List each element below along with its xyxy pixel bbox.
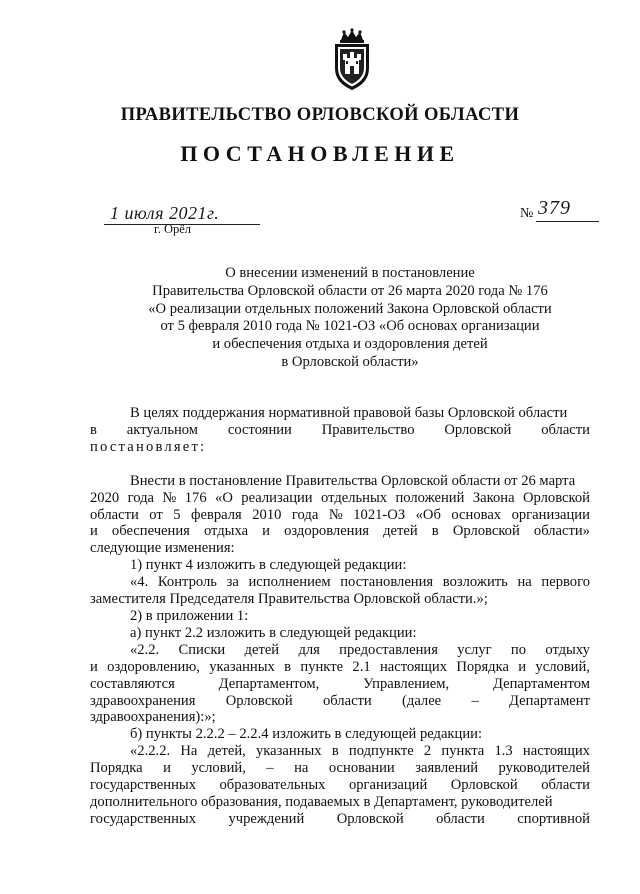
word: «О xyxy=(215,489,233,506)
word: 1021-ОЗ xyxy=(353,506,406,523)
government-title: ПРАВИТЕЛЬСТВО ОРЛОВСКОЙ ОБЛАСТИ xyxy=(120,105,520,125)
word: за xyxy=(226,574,239,591)
word: состоянии xyxy=(227,421,292,438)
quote-justified-line xyxy=(90,642,590,659)
handwritten-number: 379 xyxy=(538,197,571,219)
word: Управлением, xyxy=(363,675,450,692)
document-type: ПОСТАНОВЛЕНИЕ xyxy=(180,141,460,166)
heading-line: в Орловской области» xyxy=(281,353,419,370)
word: отдельных xyxy=(321,489,388,506)
word: образовательных xyxy=(219,777,326,794)
word: – xyxy=(471,692,479,709)
word: указанных xyxy=(209,658,275,675)
word: актуальном xyxy=(126,421,199,438)
quote-line: здравоохранения):»; xyxy=(90,709,216,726)
word: заявлений xyxy=(415,760,479,777)
word: Департаментом xyxy=(492,675,590,692)
word: оздоровления xyxy=(284,523,369,540)
word: основании xyxy=(328,760,395,777)
word: в xyxy=(284,658,292,675)
word: предоставления xyxy=(339,641,438,658)
word: Закона xyxy=(472,489,515,506)
word: пункта xyxy=(441,743,485,760)
word: настоящих xyxy=(522,743,590,760)
word: Списки xyxy=(178,641,226,658)
word: спортивной xyxy=(517,810,590,827)
heading-line: от 5 февраля 2010 года № 1021-ОЗ «Об основах организации xyxy=(160,318,540,335)
word: На xyxy=(180,743,198,760)
word: Орловской xyxy=(452,523,520,540)
word: Орловской xyxy=(225,692,293,709)
word: подпункте xyxy=(348,743,414,760)
word: государственных xyxy=(90,777,197,794)
paragraph-justified-line xyxy=(90,507,590,524)
word: в xyxy=(331,743,339,760)
word: от xyxy=(149,506,163,523)
word: № xyxy=(328,506,343,523)
word: положений xyxy=(395,489,465,506)
word: и xyxy=(163,760,171,777)
word: 1.3 xyxy=(494,743,513,760)
word: возложить xyxy=(442,574,508,591)
heading-line: Правительства Орловской области от 26 марта 2020 года № 176 xyxy=(152,282,548,299)
word: Контроль xyxy=(157,574,217,591)
quote-justified-line xyxy=(90,760,590,777)
word: в xyxy=(90,421,97,438)
handwritten-date: 1 июля 2021г. xyxy=(110,203,220,223)
word: отдыху xyxy=(545,641,590,658)
word: области» xyxy=(533,523,590,540)
word: области xyxy=(541,777,590,794)
word: настоящих xyxy=(379,658,447,675)
word: детей xyxy=(244,641,280,658)
heading-line: О внесении изменений в постановление xyxy=(225,265,475,281)
word: года xyxy=(291,506,319,523)
word: отдыха xyxy=(203,523,249,540)
word: Орловской xyxy=(450,777,518,794)
word: 2.1 xyxy=(352,658,371,675)
quote-justified-line xyxy=(90,574,590,591)
word: Орловской xyxy=(444,421,512,438)
paragraph-justified-line xyxy=(90,523,590,540)
quote-line: заместителя Председателя Правительства Орловской области.»; xyxy=(90,591,488,608)
word: по xyxy=(510,641,527,658)
word: составляются xyxy=(90,675,175,692)
word: «4. xyxy=(130,574,149,591)
word: Правительство xyxy=(321,421,415,438)
word: области xyxy=(322,692,372,709)
word: реализации xyxy=(241,489,313,506)
word: области xyxy=(90,506,139,523)
word: 5 xyxy=(173,506,181,523)
preamble-line: В целях поддержания нормативной правовой базы Орловской области xyxy=(130,405,568,421)
word: учреждений xyxy=(228,810,305,827)
word: детей, xyxy=(207,743,246,760)
word: Орловской xyxy=(336,810,404,827)
word: оздоровлению, xyxy=(107,658,200,675)
word: (далее xyxy=(402,692,442,709)
preamble-justified-line xyxy=(90,422,590,439)
word: «2.2.2. xyxy=(130,743,171,760)
word: детей xyxy=(383,523,418,540)
list-item: 1) пункт 4 изложить в следующей редакции: xyxy=(130,557,407,574)
word: Порядка xyxy=(90,760,143,777)
document-body xyxy=(90,405,590,828)
word: Орловской xyxy=(522,489,590,506)
word: на xyxy=(517,574,532,591)
word: и xyxy=(90,658,98,675)
word: 2 xyxy=(423,743,432,760)
word: – xyxy=(266,760,274,777)
word: основах xyxy=(451,506,502,523)
word: Порядка xyxy=(456,658,509,675)
word: пункте xyxy=(300,658,344,675)
word: исполнением xyxy=(248,574,331,591)
word: государственных xyxy=(90,810,197,827)
quote-justified-line xyxy=(90,743,590,760)
word: организации xyxy=(511,506,590,523)
quote-justified-line xyxy=(90,676,590,693)
word: года xyxy=(127,489,154,506)
word: 2010 xyxy=(252,506,282,523)
quote-justified-line xyxy=(90,777,590,794)
list-item: 2) в приложении 1: xyxy=(130,607,249,624)
heading-line: «О реализации отдельных положений Закона Орловской области xyxy=(148,300,552,317)
word: первого xyxy=(541,574,590,591)
word: и xyxy=(90,523,98,540)
word: 2020 xyxy=(90,489,120,506)
paragraph-justified-line xyxy=(90,490,590,507)
word: организаций xyxy=(348,777,428,794)
word: Департамент xyxy=(509,692,590,709)
paragraph-line: следующие изменения: xyxy=(90,540,235,557)
word: в xyxy=(431,523,439,540)
word: области xyxy=(541,421,590,438)
quote-justified-line xyxy=(90,811,590,828)
word: области xyxy=(436,810,485,827)
word: № xyxy=(162,489,177,506)
quote-justified-line xyxy=(90,659,590,676)
word: и xyxy=(518,658,527,675)
quote-line: дополнительного образования, подаваемых в Департамент, руководителей xyxy=(90,793,553,810)
word: «2.2. xyxy=(130,641,160,658)
word: условий, xyxy=(191,760,246,777)
word: руководителей xyxy=(498,760,590,777)
word: обеспечения xyxy=(111,523,190,540)
list-item: а) пункт 2.2 изложить в следующей редакции: xyxy=(130,624,417,641)
list-item: б) пункты 2.2.2 – 2.2.4 изложить в следующей редакции: xyxy=(130,726,483,743)
city-label: г. Орёл xyxy=(154,222,192,236)
number-underline xyxy=(536,221,599,222)
quote-justified-line xyxy=(90,693,590,710)
coat-of-arms-icon xyxy=(327,28,377,92)
word: 176 xyxy=(184,489,207,506)
word: февраля xyxy=(191,506,242,523)
decision-word: постановляет: xyxy=(90,438,207,455)
word: здравоохранения xyxy=(90,692,196,709)
word: Департаментом, xyxy=(218,675,320,692)
word: для xyxy=(298,641,320,658)
word: указанных xyxy=(256,743,322,760)
word: на xyxy=(294,760,309,777)
word: «Об xyxy=(415,506,441,523)
word: и xyxy=(262,523,270,540)
paragraph-line: Внести в постановление Правительства Орловской области от 26 марта xyxy=(130,472,576,489)
word: постановления xyxy=(340,574,434,591)
heading-line: и обеспечения отдыха и оздоровления детей xyxy=(212,336,488,353)
document-heading xyxy=(100,265,600,372)
word: условий, xyxy=(535,658,590,675)
word: услуг xyxy=(457,641,492,658)
number-label: № xyxy=(520,206,534,221)
